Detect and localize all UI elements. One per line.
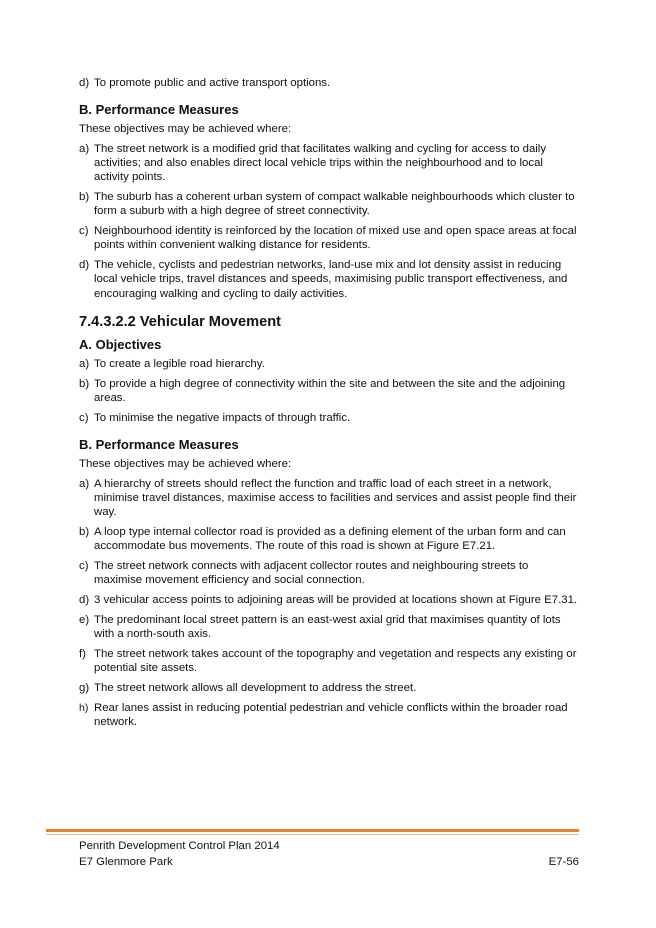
list-item bbox=[79, 525, 579, 554]
list-text: The suburb has a coherent urban system of compact walkable neighbourhoods which cluster to form a suburb with a high degree of street connectivity. bbox=[94, 190, 575, 218]
list-text: Neighbourhood identity is reinforced by the location of mixed use and open space areas at focal points within convenient walking distance for residents. bbox=[94, 225, 577, 252]
performance-measures-heading: B. Performance Measures bbox=[79, 437, 239, 453]
performance-measures-intro: These objectives may be achieved where: bbox=[79, 123, 292, 136]
list-marker: c) bbox=[79, 225, 89, 238]
list-marker: c) bbox=[79, 560, 89, 573]
list-marker: b) bbox=[79, 525, 90, 538]
list-item bbox=[79, 258, 579, 301]
performance-measures-intro: These objectives may be achieved where: bbox=[79, 458, 292, 471]
footer-line-1 bbox=[79, 839, 579, 853]
list-marker: d) bbox=[79, 259, 90, 272]
section-title: 7.4.3.2.2 Vehicular Movement bbox=[79, 314, 281, 331]
list-item bbox=[79, 613, 579, 642]
list-marker: a) bbox=[79, 477, 90, 490]
list-item bbox=[79, 411, 579, 425]
list-item bbox=[79, 377, 579, 406]
footer-divider-thin bbox=[46, 834, 579, 835]
list-item bbox=[79, 559, 579, 588]
list-marker: a) bbox=[79, 142, 90, 155]
list-text: The vehicle, cyclists and pedestrian networks, land-use mix and lot density assist in reducing local vehicle trips, travel distances and speeds, maximising public transport effectiveness, and encouraging walking and cycling to daily activities. bbox=[94, 259, 568, 300]
list-text: 3 vehicular access points to adjoining areas will be provided at locations shown at Figure E7.31. bbox=[94, 594, 578, 607]
list-item bbox=[79, 701, 579, 730]
list-marker: g) bbox=[79, 682, 90, 695]
objectives-heading: A. Objectives bbox=[79, 337, 162, 353]
list-item bbox=[79, 224, 579, 253]
list-item bbox=[79, 190, 579, 219]
list-item bbox=[79, 357, 579, 371]
list-text: Rear lanes assist in reducing potential pedestrian and vehicle conflicts within the broader road network. bbox=[94, 701, 568, 729]
list-marker: e) bbox=[79, 613, 90, 626]
performance-measures-heading: B. Performance Measures bbox=[79, 102, 239, 118]
list-marker: h) bbox=[79, 701, 89, 714]
list-text: The street network is a modified grid that facilitates walking and cycling for access to daily activities; and also enables direct local vehicle trips within the neighbourhood and to local activity points. bbox=[94, 142, 547, 184]
list-text: A hierarchy of streets should reflect the function and traffic load of each street in a network, minimise travel distances, maximise access to facilities and services and assist people find their way. bbox=[94, 477, 577, 519]
list-text: The street network takes account of the topography and vegetation and respects any existing or potential site assets. bbox=[94, 648, 577, 675]
footer-section-name: E7 Glenmore Park bbox=[79, 856, 173, 868]
footer-line-2 bbox=[79, 855, 579, 869]
list-text: The street network allows all development to address the street. bbox=[94, 682, 417, 695]
page-content bbox=[79, 76, 579, 735]
list-marker: c) bbox=[79, 411, 89, 424]
list-text: To promote public and active transport options. bbox=[94, 77, 331, 89]
list-item bbox=[79, 142, 579, 185]
list-text: The predominant local street pattern is an east-west axial grid that maximises quantity of lots with a north-south axis. bbox=[94, 613, 561, 641]
list-text: To minimise the negative impacts of through traffic. bbox=[94, 411, 351, 424]
list-text: A loop type internal collector road is provided as a defining element of the urban form and can accommodate bus movements. The route of this road is shown at Figure E7.21. bbox=[94, 525, 566, 553]
footer-document-title: Penrith Development Control Plan 2014 bbox=[79, 840, 280, 852]
list-item bbox=[79, 477, 579, 520]
list-marker: f) bbox=[79, 648, 86, 661]
list-marker: b) bbox=[79, 377, 90, 390]
list-text: To create a legible road hierarchy. bbox=[94, 358, 265, 371]
list-marker: b) bbox=[79, 190, 90, 203]
list-item bbox=[79, 647, 579, 676]
list-marker: a) bbox=[79, 358, 90, 371]
list-marker: d) bbox=[79, 77, 90, 89]
page-number: E7-56 bbox=[548, 856, 579, 868]
list-text: The street network connects with adjacent collector routes and neighbouring streets to maximise movement efficiency and social connection. bbox=[94, 560, 529, 587]
list-item bbox=[79, 593, 579, 607]
footer-divider bbox=[46, 829, 579, 832]
list-item bbox=[79, 681, 579, 695]
list-text: To provide a high degree of connectivity within the site and between the site and the adjoining areas. bbox=[94, 377, 566, 405]
list-item bbox=[79, 76, 579, 90]
list-marker: d) bbox=[79, 594, 90, 607]
